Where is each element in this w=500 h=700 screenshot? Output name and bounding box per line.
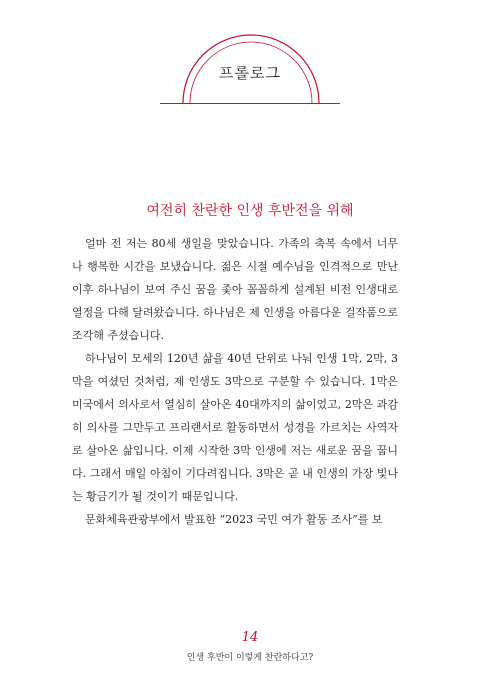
paragraph: 얼마 전 저는 80세 생일을 맞았습니다. 가족의 축복 속에서 너무나 행복한 시간을 보냈습니다. 젊은 시절 예수님을 인격적으로 만난 이후 하나님이 보여 주신 꿈을 좇아 꼼꼼하게 설계된 비전 인생대로 열정을 다해 달려왔습니다. 하나님은 제 인생을 아름다운 걸작품으로 조각해 주셨습니다.	[72, 237, 398, 342]
body-text	[72, 232, 398, 531]
header-arch-ornament	[0, 0, 500, 120]
paragraph: 하나님이 모세의 120년 삶을 40년 단위로 나눠 인생 1막, 2막, 3막을 여셨던 것처럼, 제 인생도 3막으로 구분할 수 있습니다. 1막은 미국에서 의사로서 열심히 살아온 40대까지의 삶이었고, 2막은 과감히 의사를 그만두고 프리랜서로 활동하면서 성경을 가르치는 사역자로 살아온 삶입니다. 이제 시작한 3막 인생에 저는 새로운 꿈을 꿉니다. 그래서 매일 아침이 기다려집니다. 3막은 곧 내 인생의 가장 빛나는 황금기가 될 것이기 때문입니다.	[72, 352, 398, 503]
running-footer-title: 인생 후반이 이렇게 찬란하다고?	[186, 653, 314, 663]
section-subtitle: 여전히 찬란한 인생 후반전을 위해	[146, 203, 354, 219]
chapter-title: 프롤로그	[219, 64, 281, 82]
page-number: 14	[241, 630, 259, 645]
paragraph: 문화체육관광부에서 발표한 “2023 국민 여가 활동 조사”를 보	[85, 513, 383, 526]
